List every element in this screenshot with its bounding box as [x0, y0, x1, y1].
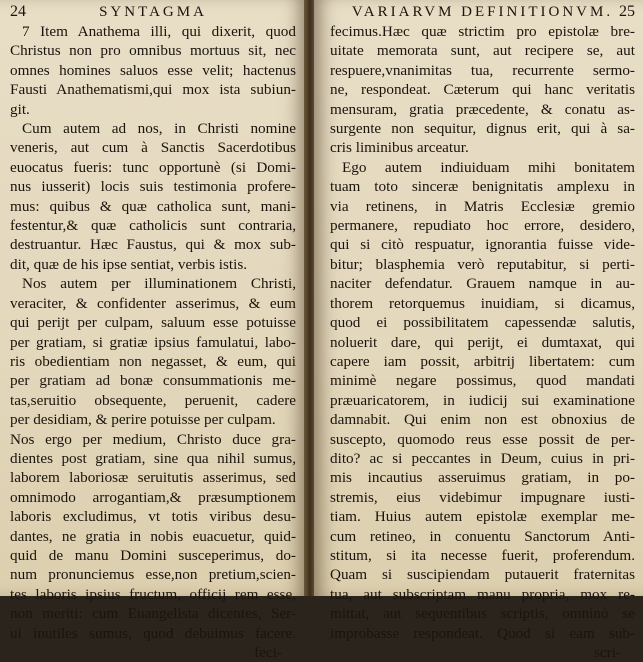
text-line: Nos ergo per medium, Christo duce gra- — [10, 430, 296, 448]
left-page-number: 24 — [10, 3, 26, 20]
text-line: thorem retorquemus inuidiam, si dicamus, — [330, 294, 635, 312]
text-line: Ego autem indiuiduam mihi bonitatem — [342, 158, 635, 176]
text-line: respuere,vnanimitas tua, recurrente sermo- — [330, 61, 635, 79]
text-line: qui si citò respuatur, ignorantia fuisse vide- — [330, 236, 635, 254]
text-line: mittat, aut sequentibus scriptis, omninò se — [330, 605, 635, 623]
text-line: tas,seruitio obsequente, peruenit, cadere — [10, 391, 296, 409]
left-catchword: feci- — [254, 644, 282, 661]
text-line: quod ei possibilitatem capessendæ salutis, — [330, 314, 635, 332]
text-line: festentur,& quæ catholicis sunt contraria, — [10, 217, 296, 235]
right-page — [314, 0, 643, 661]
text-line: laborem laboriosæ seruitutis asserimus, sed — [10, 469, 296, 487]
text-line: cum retineo, in conuentu Sanctorum Anti- — [330, 527, 635, 545]
left-page — [0, 0, 306, 661]
text-line: Fausti Anathematismi,qui mox ista subiun- — [10, 81, 296, 99]
text-line: tua, aut subscriptam manu propria, mox re- — [330, 585, 635, 603]
text-line: omnimodo arrogantiam,& præsumptionem — [10, 488, 296, 506]
text-line: Christus non pro omnibus mortuus sit, nec — [10, 42, 296, 60]
text-line: dientes post gratiam, sine qua nihil sumus, — [10, 449, 296, 467]
text-line: num pronunciemus esse,non pretium,scien- — [10, 566, 296, 584]
text-line: per gratiam ad bonæ consummationis me- — [10, 372, 296, 390]
text-line: omnes homines saluos esse velit; hactenus — [10, 61, 296, 79]
text-line: tuam toto sinceræ benignitatis amplexu in — [330, 178, 635, 196]
text-line: tiam. Huius autem epistolæ exemplar me- — [330, 508, 635, 526]
text-line: minimè negare possimus, quod mandati — [330, 372, 635, 390]
text-line: qui perijt per culpam, saluum esse potuisse — [10, 314, 296, 332]
text-line: improbasse respondeat. Quod si eam sub- — [330, 624, 635, 642]
text-line: naciter defendatur. Grauem namque in au- — [330, 275, 635, 293]
text-line: euocatus fueris: tunc opportunè (si Domi- — [10, 158, 296, 176]
text-line: mus: quibus & quæ catholica sunt, mani- — [10, 197, 296, 215]
text-line: git. — [10, 100, 30, 118]
right-running-head: VARIARVM DEFINITIONVM. — [351, 4, 614, 20]
text-line: dantes, ne gratia in nobis euacuetur, quid- — [10, 527, 296, 545]
text-line: 7 Item Anathema illi, qui dixerit, quod — [22, 23, 296, 40]
text-line: destruantur. Hæc Faustus, qui & mox sub- — [10, 236, 296, 254]
text-line: per desidiam, & perire potuisse per culpam. — [10, 411, 276, 429]
text-line: mis incautius asseruimus gratiam, in po- — [330, 469, 635, 487]
right-page-text — [330, 22, 635, 643]
text-line: præuaricatorem, in iudicij sui examinatione — [330, 391, 635, 409]
text-line: capere iam possit, arbitrij libertatem: cum — [330, 352, 635, 370]
text-line: surgente non sequitur, dignus erit, qui à sa- — [330, 120, 635, 138]
text-line: tes laboris ipsius fructum, officij rem esse, — [10, 585, 296, 603]
text-line: stremis, eius videbimur impugnare iusti- — [330, 488, 635, 506]
text-line: via retinens, in Matris Ecclesiæ gremio — [330, 197, 635, 215]
right-page-header — [330, 2, 635, 22]
text-line: bitur; blasphemia verò reputabitur, si perti- — [330, 255, 635, 273]
left-page-header — [10, 2, 296, 22]
text-line: ris obedientiam non negasset, & eum, qui — [10, 352, 296, 370]
text-line: nus iusserit) locis suis testimonia profere- — [10, 178, 296, 196]
text-line: fecimus.Hæc quæ strictim pro epistolæ bre- — [330, 23, 635, 40]
text-line: uitate memorata sunt, aut recipere se, aut — [330, 42, 635, 60]
left-running-head: SYNTAGMA — [99, 4, 207, 20]
left-page-text — [10, 22, 296, 643]
text-line: veneris, aut cum à Sanctis Sacerdotibus — [10, 139, 296, 157]
text-line: stitum, si ita necesse fuerit, proferendum. — [330, 546, 635, 564]
text-line: non meriti: cum Euangelista dicentes, Ser- — [10, 605, 296, 623]
text-line: permanere, repudiato hoc errore, desidero, — [330, 217, 635, 235]
text-line: damnabit. Qui enim non est obnoxius de — [330, 411, 635, 429]
text-line: quid de manu Domini susceperimus, do- — [10, 546, 296, 564]
text-line: cris liminibus arceatur. — [330, 139, 469, 157]
text-line: Cum autem ad nos, in Christi nomine — [22, 120, 296, 138]
right-page-number: 25 — [618, 3, 635, 20]
text-line: veraciter, & confidenter asserimus, & eum — [10, 294, 296, 312]
text-line: dit, quæ de his ipse sentiat, verbis istis. — [10, 255, 248, 273]
text-line: mensuram, gratia præcedente, & conatu as- — [330, 100, 635, 118]
right-catchword: scri- — [594, 644, 621, 661]
text-line: dito? ac si peccantes in Deum, cuius in pri- — [330, 449, 635, 467]
text-line: suscepto, quomodo reus esse possit de per- — [330, 430, 635, 448]
text-line: ui inutiles sumus, quod debuimus facere. — [10, 624, 296, 642]
text-line: Quam si suscipiendam putauerit fraternitas — [330, 566, 635, 584]
text-line: per gratiam, si gratiæ ipsius famulatui, labo- — [10, 333, 296, 351]
text-line: noluerit dare, qui perijt, ei dumtaxat, qui — [330, 333, 635, 351]
text-line: laboris excludimus, vt totis viribus desu- — [10, 508, 296, 526]
text-line: ne, respondeat. Cæterum qui hanc veritatis — [330, 81, 635, 99]
text-line: Nos autem per illuminationem Christi, — [22, 275, 296, 293]
